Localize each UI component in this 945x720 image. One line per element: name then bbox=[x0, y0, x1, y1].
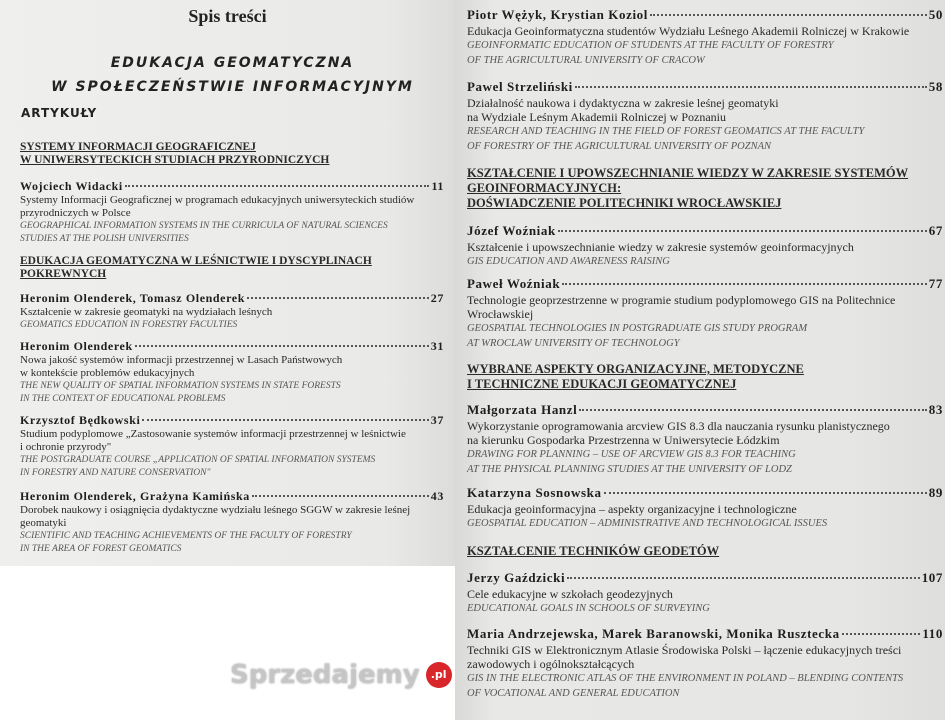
toc-entry-header[interactable] bbox=[20, 290, 444, 306]
entry-title-english: GEOSPATIAL EDUCATION – ADMINISTRATIVE AND TECHNOLOGICAL ISSUES bbox=[467, 518, 828, 529]
entry-title-polish: geomatyki bbox=[20, 517, 67, 529]
right-page bbox=[455, 0, 945, 720]
entry-title-polish: Systemy Informacji Geograficznej w programach edukacyjnych uniwersyteckich studiów bbox=[20, 194, 415, 206]
section-heading-line: W UNIWERSYTECKICH STUDIACH PRZYRODNICZYCH bbox=[20, 154, 330, 166]
entry-page-number: 77 bbox=[928, 276, 943, 291]
entry-title-english: SCIENTIFIC AND TEACHING ACHIEVEMENTS OF THE FACULTY OF FORESTRY bbox=[20, 531, 352, 541]
entry-title-english: OF FORESTRY OF THE AGRICULTURAL UNIVERSITY OF POZNAN bbox=[467, 141, 772, 152]
entry-page-number: 67 bbox=[928, 223, 943, 238]
entry-title-polish: Wrocławskiej bbox=[467, 307, 534, 321]
toc-entry-header[interactable] bbox=[467, 625, 943, 643]
entry-title-english: RESEARCH AND TEACHING IN THE FIELD OF FOREST GEOMATICS AT THE FACULTY bbox=[467, 126, 865, 137]
entry-authors: Paweł Woźniak bbox=[467, 276, 561, 291]
toc-entry bbox=[20, 412, 444, 480]
dot-leader bbox=[125, 185, 430, 187]
entry-title-english: GEOSPATIAL TECHNOLOGIES IN POSTGRADUATE GIS STUDY PROGRAM bbox=[467, 323, 808, 334]
entry-title-english: GEOGRAPHICAL INFORMATION SYSTEMS IN THE CURRICULA OF NATURAL SCIENCES bbox=[20, 221, 388, 231]
dot-leader bbox=[142, 419, 428, 421]
entry-title-english: IN THE CONTEXT OF EDUCATIONAL PROBLEMS bbox=[20, 394, 226, 404]
entry-title-polish: Cele edukacyjne w szkołach geodezyjnych bbox=[467, 587, 673, 601]
section-heading-line: KSZTAŁCENIE TECHNIKÓW GEODETÓW bbox=[467, 544, 720, 558]
entry-title-polish: Edukacja geoinformacyjna – aspekty organizacyjne i technologiczne bbox=[467, 502, 797, 516]
toc-entry bbox=[467, 6, 943, 68]
dot-leader bbox=[579, 409, 926, 411]
entry-title-polish: przyrodniczych w Polsce bbox=[20, 207, 131, 219]
entry-title-english: GIS EDUCATION AND AWARENESS RAISING bbox=[467, 256, 670, 267]
entry-page-number: 37 bbox=[430, 413, 444, 427]
entry-title-polish: Dorobek naukowy i osiągnięcia dydaktyczne wydziału leśnego SGGW w zakresie leśnej bbox=[20, 504, 411, 516]
dot-leader bbox=[135, 345, 429, 347]
toc-entry bbox=[467, 222, 943, 269]
entry-title-english: THE POSTGRADUATE COURSE „APPLICATION OF SPATIAL INFORMATION SYSTEMS bbox=[20, 455, 376, 465]
entry-title-english: GIS IN THE ELECTRONIC ATLAS OF THE ENVIRONMENT IN POLAND – BLENDING CONTENTS bbox=[467, 673, 904, 684]
toc-entry-header[interactable] bbox=[467, 275, 943, 293]
entry-page-number: 107 bbox=[921, 570, 943, 585]
entry-title-polish: Technologie geoprzestrzenne w programie studium podyplomowego GIS na Politechnice bbox=[467, 293, 896, 307]
toc-entry bbox=[20, 178, 444, 246]
entry-authors: Józef Woźniak bbox=[467, 223, 556, 238]
toc-entry-header[interactable] bbox=[467, 484, 943, 502]
watermark-badge: .pl bbox=[426, 662, 452, 688]
toc-entry bbox=[20, 290, 444, 332]
entry-title-polish: na Wydziale Leśnym Akademii Rolniczej w Poznaniu bbox=[467, 110, 726, 124]
dot-leader bbox=[252, 495, 429, 497]
entry-authors: Krzysztof Będkowski bbox=[20, 413, 141, 427]
entry-authors: Heronim Olenderek, Grażyna Kamińska bbox=[20, 489, 250, 503]
entry-authors: Maria Andrzejewska, Marek Baranowski, Monika Rusztecka bbox=[467, 626, 840, 641]
entry-title-polish: Techniki GIS w Elektronicznym Atlasie Środowiska Polski – łączenie edukacyjnych treści bbox=[467, 643, 902, 657]
toc-entry-header[interactable] bbox=[467, 222, 943, 240]
entry-authors: Heronim Olenderek, Tomasz Olenderek bbox=[20, 291, 246, 305]
section-heading bbox=[467, 166, 943, 211]
toc-entry bbox=[467, 275, 943, 351]
entry-page-number: 31 bbox=[430, 339, 444, 353]
entry-page-number: 11 bbox=[431, 179, 444, 193]
section-heading-line: I TECHNICZNE EDUKACJI GEOMATYCZNEJ bbox=[467, 377, 737, 391]
entry-title-english: DRAWING FOR PLANNING – USE OF ARCVIEW GIS 8.3 FOR TEACHING bbox=[467, 449, 796, 460]
section-heading bbox=[20, 141, 444, 167]
watermark-logo: Sprzedajemy bbox=[230, 660, 420, 690]
entry-title-polish: Nowa jakość systemów informacji przestrzennej w Lasach Państwowych bbox=[20, 354, 343, 366]
entry-authors: Jerzy Gaździcki bbox=[467, 570, 566, 585]
entry-authors: Heronim Olenderek bbox=[20, 339, 133, 353]
toc-entry bbox=[467, 78, 943, 154]
dot-leader bbox=[575, 86, 927, 88]
entry-title-polish: Kształcenie i upowszechnianie wiedzy w zakresie systemów geoinformacyjnych bbox=[467, 240, 854, 254]
entry-title-english: GEOINFORMATIC EDUCATION OF STUDENTS AT THE FACULTY OF FORESTRY bbox=[467, 40, 834, 51]
entry-authors: Małgorzata Hanzl bbox=[467, 402, 578, 417]
entry-page-number: 83 bbox=[928, 402, 943, 417]
section-heading-line: WYBRANE ASPEKTY ORGANIZACYJNE, METODYCZNE bbox=[467, 362, 804, 376]
toc-entry bbox=[467, 625, 943, 701]
dot-leader bbox=[247, 297, 429, 299]
dot-leader bbox=[604, 492, 927, 494]
section-heading bbox=[467, 544, 943, 559]
entry-title-english: EDUCATIONAL GOALS IN SCHOOLS OF SURVEYING bbox=[467, 603, 710, 614]
toc-entry-header[interactable] bbox=[467, 78, 943, 96]
entry-page-number: 89 bbox=[928, 485, 943, 500]
entry-page-number: 27 bbox=[430, 291, 444, 305]
section-heading-line: POKREWNYCH bbox=[20, 268, 107, 280]
dot-leader bbox=[842, 633, 921, 635]
entry-authors: Pawel Strzeliński bbox=[467, 79, 573, 94]
entry-page-number: 50 bbox=[928, 7, 943, 22]
entry-authors: Piotr Wężyk, Krystian Koziol bbox=[467, 7, 648, 22]
section-heading bbox=[20, 255, 444, 281]
volume-title-line-1: EDUKACJA GEOMATYCZNA bbox=[110, 55, 355, 71]
entry-page-number: 110 bbox=[922, 626, 943, 641]
section-heading-line: KSZTAŁCENIE I UPOWSZECHNIANIE WIEDZY W ZAKRESIE SYSTEMÓW bbox=[467, 166, 909, 180]
entry-title-english: AT THE PHYSICAL PLANNING STUDIES AT THE UNIVERSITY OF LODZ bbox=[467, 464, 792, 475]
toc-entry-header[interactable] bbox=[20, 338, 444, 354]
entry-title-polish: na kierunku Gospodarka Przestrzenna w Uniwersytecie Łódzkim bbox=[467, 433, 780, 447]
toc-entry bbox=[467, 484, 943, 531]
entry-authors: Wojciech Widacki bbox=[20, 179, 123, 193]
entry-page-number: 58 bbox=[928, 79, 943, 94]
entry-title-polish: Edukacja Geoinformatyczna studentów Wydziału Leśnego Akademii Rolniczej w Krakowie bbox=[467, 24, 910, 38]
toc-heading: Spis treści bbox=[188, 6, 267, 26]
dot-leader bbox=[562, 283, 927, 285]
watermark bbox=[230, 660, 452, 690]
entry-title-english: IN FORESTRY AND NATURE CONSERVATION" bbox=[20, 468, 211, 478]
entry-title-english: OF VOCATIONAL AND GENERAL EDUCATION bbox=[467, 688, 680, 699]
entry-title-english: THE NEW QUALITY OF SPATIAL INFORMATION SYSTEMS IN STATE FORESTS bbox=[20, 381, 341, 391]
dot-leader bbox=[650, 14, 927, 16]
section-heading-line: EDUKACJA GEOMATYCZNA W LEŚNICTWIE I DYSCYPLINACH bbox=[20, 255, 372, 267]
dot-leader bbox=[567, 577, 920, 579]
entry-title-english: AT WROCLAW UNIVERSITY OF TECHNOLOGY bbox=[467, 338, 680, 349]
toc-entry-header[interactable] bbox=[467, 6, 943, 24]
entry-title-english: IN THE AREA OF FOREST GEOMATICS bbox=[20, 544, 182, 554]
toc-entry-header[interactable] bbox=[20, 488, 444, 504]
toc-entry-header[interactable] bbox=[20, 412, 444, 428]
entry-title-polish: i ochronie przyrody" bbox=[20, 441, 112, 453]
toc-entry bbox=[20, 338, 444, 406]
section-heading bbox=[467, 362, 943, 392]
entry-title-polish: Studium podyplomowe „Zastosowanie systemów informacji przestrzennej w leśnictwie bbox=[20, 428, 406, 440]
entry-title-polish: Kształcenie w zakresie geomatyki na wydziałach leśnych bbox=[20, 306, 273, 318]
toc-entry bbox=[467, 401, 943, 477]
entry-title-english: STUDIES AT THE POLISH UNIVERSITIES bbox=[20, 234, 189, 244]
entry-title-english: GEOMATICS EDUCATION IN FORESTRY FACULTIES bbox=[20, 320, 238, 330]
dot-leader bbox=[558, 230, 927, 232]
toc-entry-header[interactable] bbox=[467, 401, 943, 419]
section-heading-line: GEOINFORMACYJNYCH: bbox=[467, 181, 622, 195]
volume-title-line-2: W SPOŁECZEŃSTWIE INFORMACYJNYM bbox=[51, 79, 414, 95]
category-heading: ARTYKUŁY bbox=[21, 106, 98, 120]
section-heading-line: SYSTEMY INFORMACJI GEOGRAFICZNEJ bbox=[20, 141, 256, 153]
entry-title-polish: zawodowych i ogólnokształcących bbox=[467, 657, 635, 671]
entry-title-polish: w kontekście problemów edukacyjnych bbox=[20, 367, 195, 379]
toc-entry-header[interactable] bbox=[467, 569, 943, 587]
entry-title-english: OF THE AGRICULTURAL UNIVERSITY OF CRACOW bbox=[467, 55, 705, 66]
section-heading-line: DOŚWIADCZENIE POLITECHNIKI WROCŁAWSKIEJ bbox=[467, 196, 782, 210]
toc-entry bbox=[467, 569, 943, 616]
entry-title-polish: Wykorzystanie oprogramowania arcview GIS 8.3 dla nauczania rysunku planistycznego bbox=[467, 419, 890, 433]
toc-entry-header[interactable] bbox=[20, 178, 444, 194]
entry-page-number: 43 bbox=[430, 489, 444, 503]
entry-authors: Katarzyna Sosnowska bbox=[467, 485, 602, 500]
left-page bbox=[0, 0, 455, 566]
toc-entry bbox=[20, 488, 444, 556]
entry-title-polish: Działalność naukowa i dydaktyczna w zakresie leśnej geomatyki bbox=[467, 96, 779, 110]
